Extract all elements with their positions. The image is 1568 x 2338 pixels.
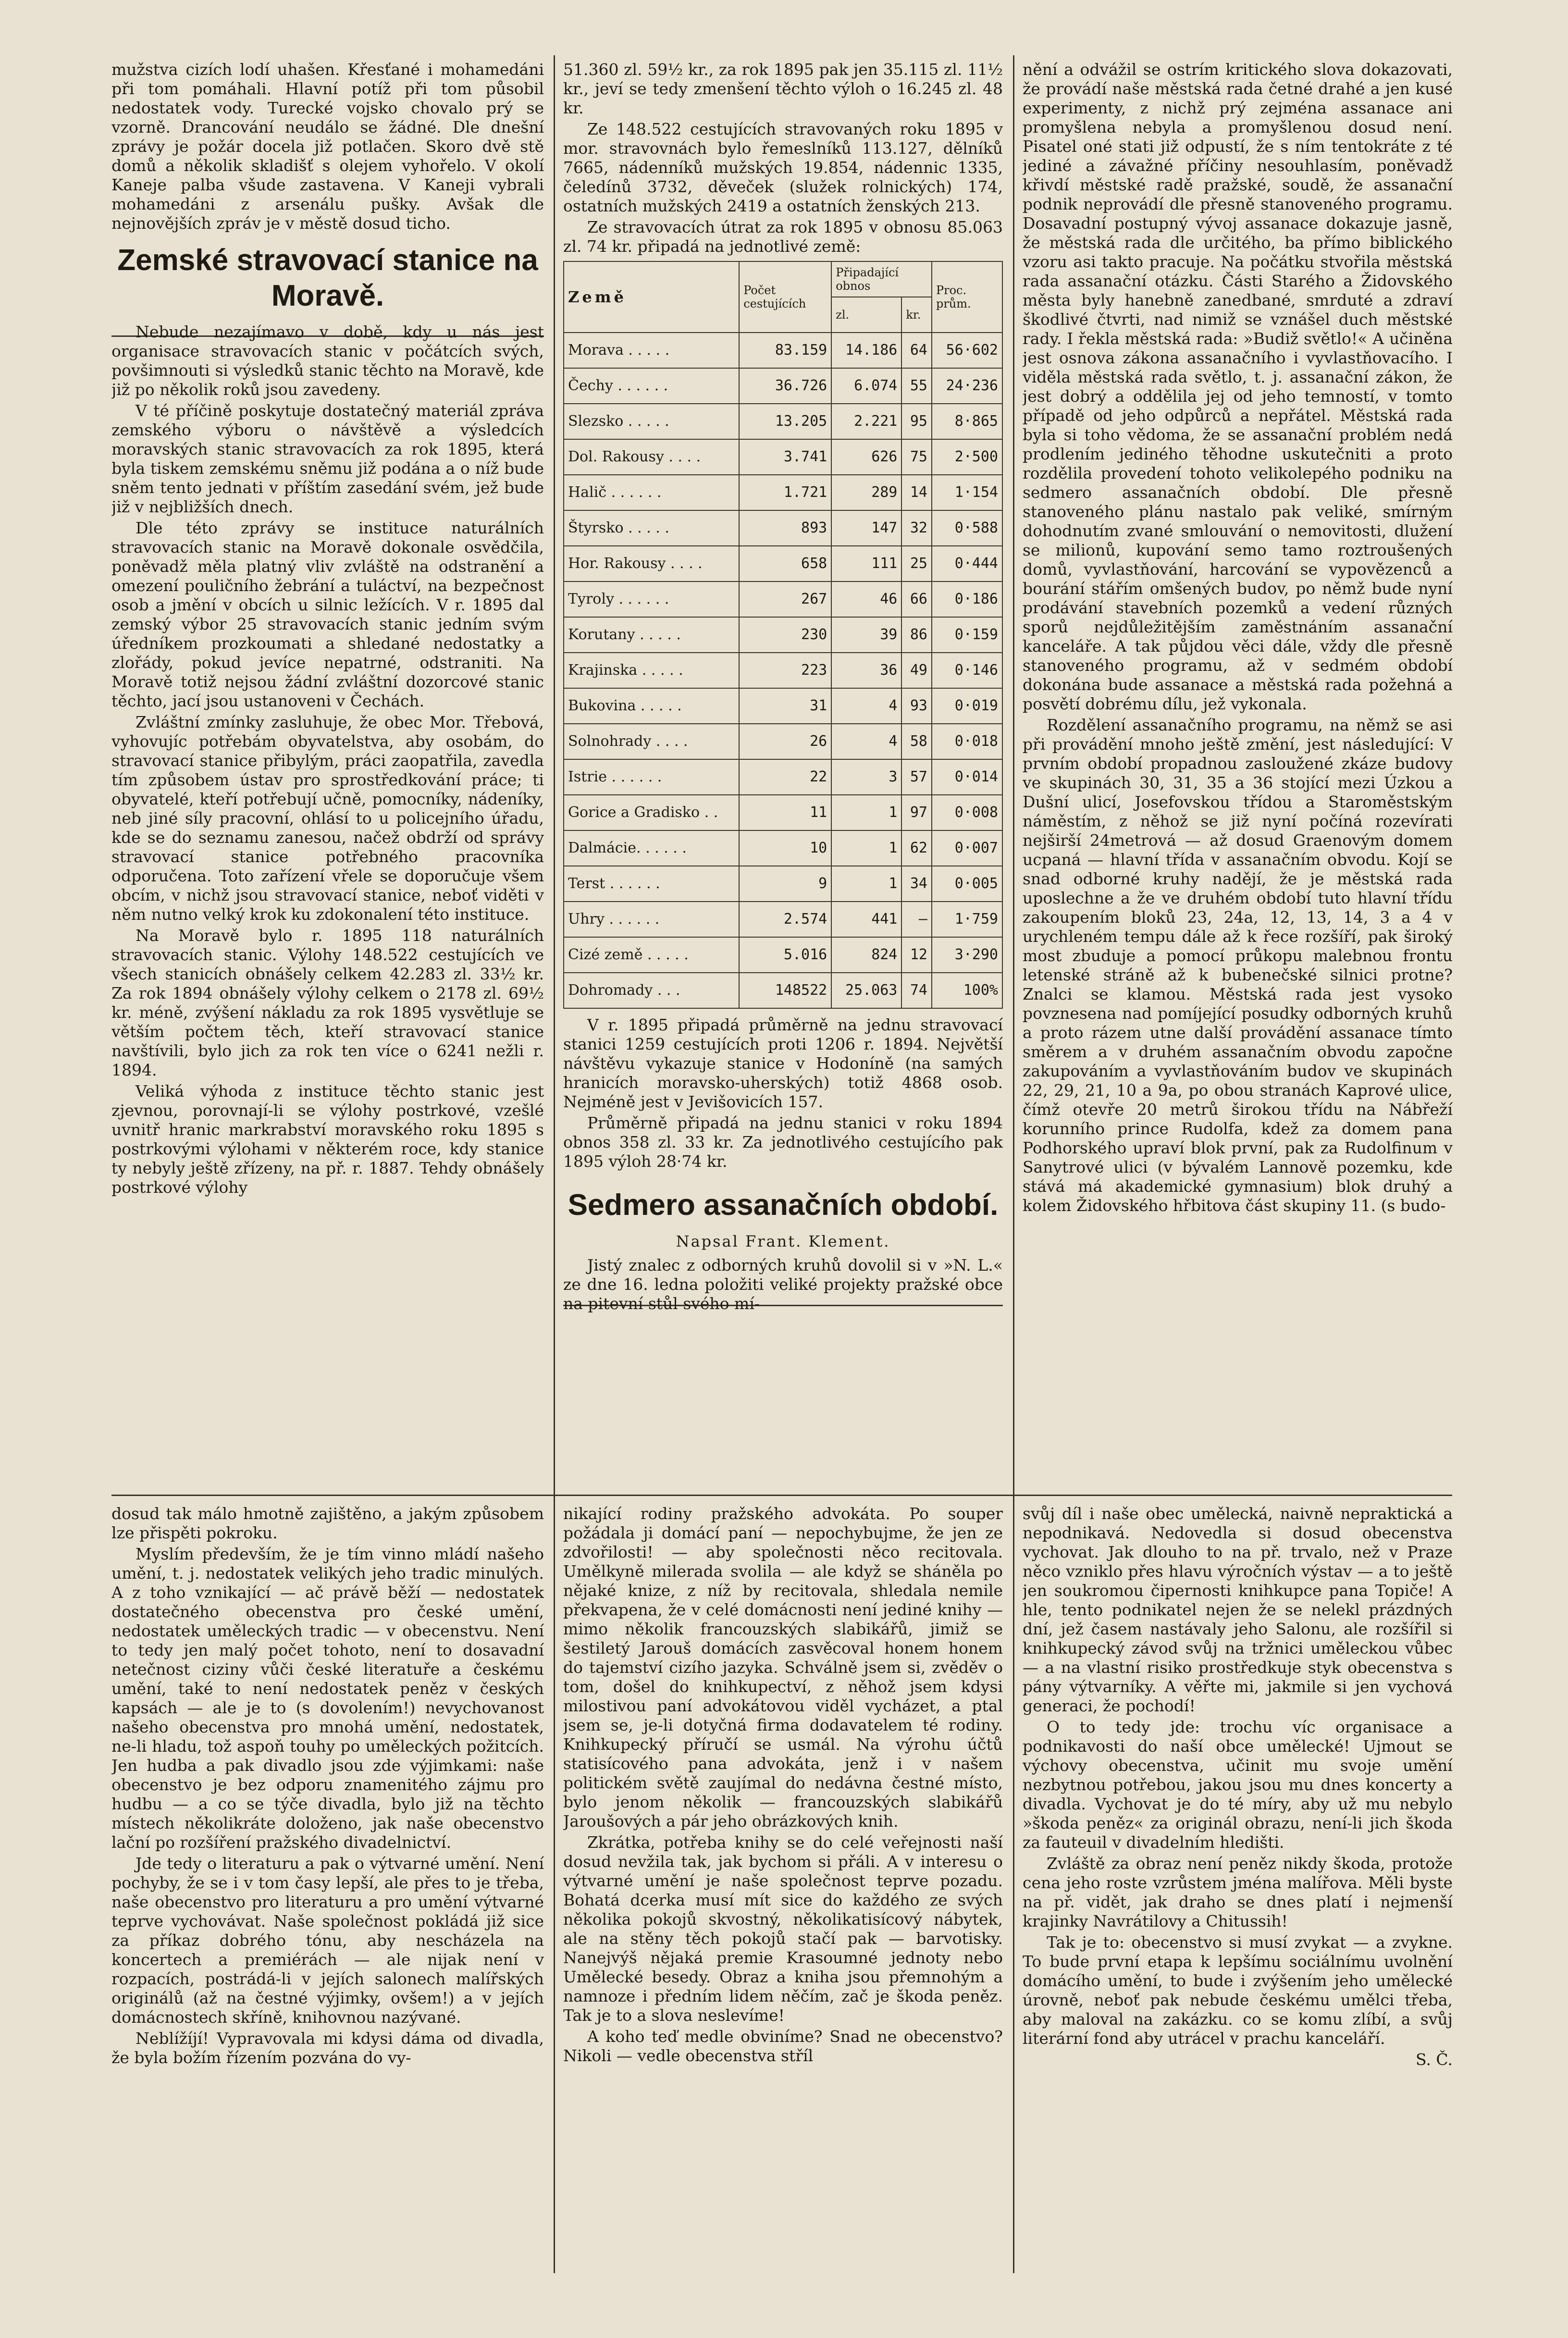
cell-proc: 0·159 [932,617,1002,653]
cell-pocet: 267 [739,581,831,617]
cell-land: Bukovina . . . . . [564,688,739,724]
feuilleton-column-2 [563,1504,1003,2273]
column-1-top [111,60,544,1487]
cell-pocet: 22 [739,759,831,795]
paragraph: A koho teď medle obviníme? Snad ne obecenstvo? Nikoli — vedle obecenstva stříl [563,2027,1003,2065]
cell-zl: 289 [831,475,901,510]
paragraph: Zkrátka, potřeba knihy se do celé veřejnosti naší dosud nevžila tak, jak bychom si přáli. A v interesu o výtvarné umění je naše společnost teprve pozadu. Bohatá dcerka musí mít sice do každého ze svých několika pokojů skvostný, několikatisícový nábytek, ale na stěny těch pokojů stačí pak — barvotisky. Nanejvýš nějaká premie Krasoumné jednoty nebo Umělecké besedy. Obraz a kniha jsou přemnohým a namnoze i předním lidem něčím, zač je škoda peněz. Tak je to a slova neslevíme! [563,1833,1003,2025]
cell-zl: 111 [831,546,901,581]
table-header-row [564,261,1002,297]
column-2-top [563,60,1003,1487]
cell-pocet: 3.741 [739,439,831,475]
table-row [564,581,1002,617]
header-pocet: Počet cestujících [739,261,831,333]
cell-pocet: 5.016 [739,937,831,973]
cell-proc: 0·146 [932,653,1002,688]
cell-kr: 64 [901,333,932,368]
cell-proc: 0·005 [932,866,1002,902]
cell-kr: 55 [901,368,932,404]
cell-proc: 1·154 [932,475,1002,510]
cell-pocet: 83.159 [739,333,831,368]
kaneje-report: mužstva cizích lodí uhašen. Křesťané i mohamedáni při tom pomáhali. Hlavní potíž při tom působil nedostatek vody. Turecké vojsko chovalo prý se vzorně. Drancování neudálo se žádné. Dle dnešní zprávy je požár docela již potlačen. Skoro dvě stě domů a několik skladišť s olejem vyhořelo. V okolí Kaneje palba všude zastavena. V Kaneji vybrali mohamedáni z arsenálu pušky. Avšak dle nejnovějších zpráv je v městě dosud ticho. [111,60,544,233]
cell-land: Štyrsko . . . . . [564,510,739,546]
cell-kr: 75 [901,439,932,475]
table-row [564,759,1002,795]
cell-zl: 824 [831,937,901,973]
paragraph: Na Moravě bylo r. 1895 118 naturálních stravovacích stanic. Výlohy 148.522 cestujících ve všech stanicích obnášely celkem 42.283 zl. 33½ kr. Za rok 1894 obnášely výlohy celkem o 2178 zl. 69½ kr. méně, zvýšení nákladu za rok 1895 vysvětluje se větším počtem těch, kteří stravovací stanice navštívili, bylo jich za rok ten více o 6241 nežli r. 1894. [111,926,544,1079]
cell-proc: 56·602 [932,333,1002,368]
table-row [564,973,1002,1008]
cell-zl: 1 [831,866,901,902]
paragraph: Zvláštní zmínky zasluhuje, že obec Mor. Třebová, vyhovujíc potřebám obyvatelstva, aby osobám, do stravovací stanice přibylým, práci zaopatřila, zavedla tím způsobem ústav pro sprostředkování práce; ti obyvatelé, kteří potřebují učně, pomocníky, nádeníky, neb jiné síly pracovní, ohlásí to u policejního úřadu, kde se do seznamu zanesou, načež obdrží od správy stravovací stanice potřebného pracovníka odporučena. Toto zařízení vřele se doporučuje všem obcím, v nichž jsou stravovací stanice, neboť viděti v něm nutno velký krok ku zdokonalení této instituce. [111,713,544,924]
cell-land: Uhry . . . . . . [564,902,739,937]
table-row [564,404,1002,439]
cell-pocet: 223 [739,653,831,688]
cell-pocet: 230 [739,617,831,653]
paragraph: Tak je to: obecenstvo si musí zvykat — a zvykne. To bude první etapa k lepšímu sociálnímu uvolnění domácího umění, to bude i zvýšením jeho umělecké úrovně, neboť pak nebude českému umělci třeba, aby maloval na zakázku. co se komu zlíbí, a svůj literární fond aby utrácel v prachu kanceláří. [1023,1933,1453,2048]
article-title-sedmero: Sedmero assanačních období. [568,1188,999,1222]
cell-pocet: 9 [739,866,831,902]
paragraph: Jistý znalec z odborných kruhů dovolil si v »N. L.« ze dne 16. ledna položiti veliké projekty pražské obce na pitevní stůl svého mí- [563,1256,1003,1313]
cell-kr: 58 [901,724,932,759]
cell-pocet: 2.574 [739,902,831,937]
cell-proc: 0·186 [932,581,1002,617]
author-signature: S. Č. [1416,2050,1453,2069]
table-row [564,830,1002,866]
cell-proc: 1·759 [932,902,1002,937]
cell-kr: 95 [901,404,932,439]
cell-land: Korutany . . . . . [564,617,739,653]
cell-zl: 2.221 [831,404,901,439]
table-row [564,866,1002,902]
cell-pocet: 31 [739,688,831,724]
table-row [564,368,1002,404]
cell-land: Cizé země . . . . . [564,937,739,973]
cell-kr: 62 [901,830,932,866]
cell-land: Slezsko . . . . . [564,404,739,439]
cell-zl: 25.063 [831,973,901,1008]
cell-zl: 4 [831,724,901,759]
cell-kr: 12 [901,937,932,973]
cell-zl: 3 [831,759,901,795]
table-row [564,688,1002,724]
cell-kr: 49 [901,653,932,688]
article-title-zemske: Zemské stravovací stanice na Moravě. [117,244,538,312]
table-row [564,475,1002,510]
cell-proc: 0·008 [932,795,1002,830]
table-row [564,617,1002,653]
cell-land: Dol. Rakousy . . . . [564,439,739,475]
paragraph: Dle této zprávy se instituce naturálních stravovacích stanic na Moravě dokonale osvědčila, poněvadž měla platný vliv zvláště na odstranění a omezení pouličního žebrání a tuláctví, na bezpečnost osob a jmění v obcích u silnic ležících. V r. 1895 dal zemský výbor 25 stravovacích stanic jedním svým úředníkem prozkoumati a shledané nedostatky a zlořády, pokud jevíce nepatrné, odstraniti. Na Moravě totiž nejsou žádní zvláštní dozorcové stanic těchto, jací jsou ustanoveni v Čechách. [111,519,544,710]
table-row [564,653,1002,688]
cell-pocet: 26 [739,724,831,759]
column-rule-2 [1013,55,1014,2273]
paragraph: V té příčině poskytuje dostatečný materiál zpráva zemského výboru o návštěvě a výsledcích moravských stanic stravovacích za rok 1895, která byla tiskem zemskému sněmu již podána a o níž bude sněm tento jednati v příštím zasedání svém, jež bude již v nejbližších dnech. [111,401,544,516]
paragraph: V r. 1895 připadá průměrně na jednu stravovací stanici 1259 cestujících proti 1206 r. 1894. Největší návštěvu vykazuje stanice v Hodoníně (na samých hranicích moravsko-uherských) totiž 4868 osob. Nejméně jest v Jevišovicích 157. [563,1015,1003,1111]
cell-zl: 1 [831,830,901,866]
paragraph: Ze stravovacích útrat za rok 1895 v obnosu 85.063 zl. 74 kr. připadá na jednotlivé země: [563,218,1003,256]
paragraph: Neblížíjí! Vypravovala mi kdysi dáma od divadla, že byla božím řízením pozvána do vy- [111,2029,544,2067]
cell-proc: 0·444 [932,546,1002,581]
cell-land: Dohromady . . . [564,973,739,1008]
cell-kr: 32 [901,510,932,546]
cell-land: Tyroly . . . . . . [564,581,739,617]
author-line: Napsal Frant. Klement. [676,1232,890,1250]
paragraph: Veliká výhoda z instituce těchto stanic jest zjevnou, porovnají-li se výlohy postrkové, vzešlé uvnitř hranic markrabství moravského roku 1895 s postrkovými výlohami v některém roce, kdy stanice ty nebyly ještě zřízeny, na př. r. 1887. Tehdy obnášely postrkové výlohy [111,1082,544,1197]
cell-kr: 97 [901,795,932,830]
cell-land: Morava . . . . . [564,333,739,368]
cell-proc: 0·014 [932,759,1002,795]
cell-pocet: 11 [739,795,831,830]
paragraph: Zvláště za obraz není peněz nikdy škoda, protože cena jeho roste vzrůstem jména malířova. Měli byste na př. vidět, jak draho se dnes platí i nejmenší krajinky Navrátilovy a Chitussih! [1023,1854,1453,1930]
cell-land: Istrie . . . . . . [564,759,739,795]
cell-land: Hor. Rakousy . . . . [564,546,739,581]
cell-zl: 147 [831,510,901,546]
cell-zl: 441 [831,902,901,937]
cell-kr: 34 [901,866,932,902]
paragraph: O to tedy jde: trochu víc organisace a podnikavosti do naší obce umělecké! Ujmout se výchovy obecenstva, učinit mu svoje umění nezbytnou potřebou, jakou jsou mu dnes koncerty a divadla. Vychovat je do té míry, aby už mu nebylo »škoda peněz« za originál obrazu, není-li jich škoda za fauteuil v divadelním hledišti. [1023,1718,1453,1852]
cell-pocet: 36.726 [739,368,831,404]
paragraph: Průměrně připadá na jednu stanici v roku 1894 obnos 358 zl. 33 kr. Za jednotlivého cestujícího pak 1895 výloh 28·74 kr. [563,1113,1003,1171]
cell-pocet: 13.205 [739,404,831,439]
cell-zl: 4 [831,688,901,724]
feuilleton-column-3 [1023,1504,1453,2273]
table-row [564,724,1002,759]
table-row [564,333,1002,368]
cell-proc: 0·019 [932,688,1002,724]
cell-proc: 2·500 [932,439,1002,475]
header-pripada: Připadající obnos [831,261,932,297]
table-row [564,937,1002,973]
cell-land: Terst . . . . . . [564,866,739,902]
paragraph: nikající rodiny pražského advokáta. Po souper požádala ji domácí paní — nepochybujme, že jen ze zdvořilosti! — aby společnosti něco recitovala. Umělkyně milerada svolila — ale když se sháněla po nějaké knize, z níž by recitovala, shledala nemile překvapena, že v celé domácnosti není jediné knihy — mimo několik francouzských slabikářů, jimiž se šestiletý Jarouš domácích zasvěcoval honem honem do tajemství cizího jazyka. Schválně jsem si, zvěděv o tom, došel do knihkupectví, z něhož jsem kdysi milostivou paní advokátovou viděl vycházet, a ptal jsem se, je-li dotyčná firma dodavatelem té rodiny. Knihkupecký příručí se usmál. Na výrohu účtů statisícového pana advokáta, jenž i v našem politickém světě zaujímal do nedávna čestné místo, bylo jenom několik — francouzských slabikářů Jaroušových a pár jeho obrázkových knih. [563,1504,1003,1831]
cell-pocet: 148522 [739,973,831,1008]
cell-land: Čechy . . . . . . [564,368,739,404]
cell-kr: 93 [901,688,932,724]
header-land: Země [564,261,739,333]
table-row [564,510,1002,546]
cell-proc: 0·018 [932,724,1002,759]
cell-proc: 0·588 [932,510,1002,546]
feuilleton-separator [111,1495,1452,1496]
cell-pocet: 10 [739,830,831,866]
cell-proc: 3·290 [932,937,1002,973]
cell-zl: 6.074 [831,368,901,404]
cell-proc: 24·236 [932,368,1002,404]
cell-zl: 36 [831,653,901,688]
cell-zl: 46 [831,581,901,617]
cell-zl: 1 [831,795,901,830]
paragraph: Ze 148.522 cestujících stravovaných roku 1895 v mor. stravovnách bylo řemeslníků 113.127, dělníků 7665, nádenníků mužských 19.854, nádennic 1335, čeledínů 3732, děveček (služek rolnických) 174, ostatních mužských 2419 a ostatních ženských 213. [563,120,1003,215]
column-rule-1 [554,55,555,2273]
header-proc: Proc. prům. [932,261,1002,333]
paragraph: nění a odvážil se ostrím kritického slova dokazovati, že provádí naše městská rada četné drahé a jen kusé experimenty, z nichž prý zejména assanace ani promyšlena nebyla a promyšlenou dosud není. Pisatel oné stati již odpustí, že s ním tentokráte z té jediné a závažné příčiny nesouhlasím, poněvadž křivdí městské radě pražské, soudě, že assanační podnik neprovádí dle přesně stanoveného programu. Dosavadní postupný vývoj assanace dokazuje jasně, že městská rada dle určitého, ba přímo biblického vzoru asi takto pracuje. Na počátku stvořila městská rada assanační otázku. Části Starého a Židovského města byly hanebně zanedbané, smrduté a zdraví škodlivé čtvrti, nad nimiž se vznášel duch městské rady. I řekla městská rada: »Budiž světlo!« A učiněna jest osnova zákona assanačního i vyvlastňovacího. I viděla městská rada světlo, t. j. assanační zákon, že jest dobrý a oddělila jej od jeho temností, v tomto případě od jeho odpůrců a nepřátel. Městská rada byla si toho vědoma, že se assanační problém nedá prodlením jediného těhodne uskutečniti a proto rozdělila provedení tohoto velikolepého podniku na sedmero assanačních období. Dle přesně stanoveného plánu nastalo pak veliké, smírným dohodnutím zvané smlouvání o nemovitosti, dlužení se milionů, kupování semo tamo roztroušených domů, vyvlastňování, harcování se vypovězenců a bourání stářím omšených budov, po němž bude nyní prodávání stavebních pozemků a vedení různých sporů nejdůležitějším zaměstnáním assanační kanceláře. A tak půjdou věci dále, vždy dle přesně stanoveného programu, až v sedmém období dokonána bude assanace a městská rada požehná a posvětí dobrému dílu, jež vykonala. [1023,60,1453,713]
cell-land: Krajinska . . . . . [564,653,739,688]
feuilleton-column-1 [111,1504,544,2273]
paragraph: dosud tak málo hmotně zajištěno, a jakým způsobem lze přispěti pokroku. [111,1504,544,1542]
cell-zl: 626 [831,439,901,475]
cell-pocet: 893 [739,510,831,546]
paragraph: svůj díl i naše obec umělecká, naivně nepraktická a nepodnikavá. Nedovedla si dosud obecenstva vychovat. Jak dlouho to na př. trvalo, než v Praze něco vzniklo přes hlavu výročních výstav — a to ještě jen soukromou čipernosti knihkupce pana Topiče! A hle, tento podnikatel nejen že se nelekl prázdných dní, jež časem nastávaly jeho Salonu, ale rozšířil si knihkupecký závod svůj na tržnici uměleckou vůbec — a na vlastní risiko prostředkuje styk obecenstva s pány výtvarníky. A věřte mi, jakmile si jen vychová generaci, že pochodí! [1023,1504,1453,1715]
cell-proc: 100% [932,973,1002,1008]
cell-kr: 57 [901,759,932,795]
table-row [564,546,1002,581]
cell-proc: 8·865 [932,404,1002,439]
table-row [564,902,1002,937]
paragraph: 51.360 zl. 59½ kr., za rok 1895 pak jen 35.115 zl. 11½ kr., jeví se tedy zmenšení těchto výloh o 16.245 zl. 48 kr. [563,60,1003,117]
stations-table [563,261,1003,1009]
paragraph: Myslím především, že je tím vinno mládí našeho umění, t. j. nedostatek velikých jeho tradic minulých. A z toho vznikající — ač právě běží — nedostatek dostatečného obecenstva pro české umění, nedostatek uměleckých tradic — v obecenstvu. Není to tedy jen malý počet tohoto, není to dosavadní netečnost ciziny vůči české literatuře a českému umění, také to není nedostatek peněz v českých kapsách — ale je to (s dovolením!) nevychovanost našeho obecenstva pro mnohá umění, nedostatek, ne-li hladu, tož aspoň touhy po uměleckých požitcích. Jen hudba a pak divadlo jsou zde výjimkami: naše obecenstvo je bez odporu znamenitého zájmu pro hudbu — a co se týče divadla, bylo již na těchto místech několikráte doloženo, jak naše obecenstvo lační po rozšíření pražského divadelnictví. [111,1545,544,1852]
cell-kr: 14 [901,475,932,510]
column-3-top [1023,60,1453,1487]
cell-land: Dalmácie. . . . . . [564,830,739,866]
cell-zl: 14.186 [831,333,901,368]
cell-land: Halič . . . . . . [564,475,739,510]
paragraph: Rozdělení assanačního programu, na němž se asi při provádění mnoho ještě změní, jest následující: V prvním období propadnou zasloužené zkáze budovy ve skupinách 30, 31, 35 a 36 stojící mezi Úzkou a Dušní ulicí, Josefovskou třídou a Staroměstským náměstím, z něhož se již nyní počíná rozevírati nejširší 24metrová — až dosud Graenovým domem ucpaná — hlavní třída v assanačním obvodu. Kojí se snad odborné kruhy nadějí, že je městská rada uposlechne a že ve druhém období tuto hlavní třídu zakoupením bloků 23, 24a, 12, 13, 14, 3 a 4 v urychleném tempu dále až k řece rozšíří, pak široký most zbuduje a pomocí průkopu malebnou frontu letenské stráně až k bubenečské silnici protne? Znalci se klamou. Městská rada jest vysoko povznesena nad pomíjející posudky odborných kruhů a proto rázem utne další provádění assanace tímto směrem a v druhém assanačním obvodu započne zakupováním a vyvlastňováním budov ve skupinách 22, 29, 21, 10 a 9a, po obou stranách Kaprové ulice, čímž otevře 20 metrů širokou třídu na Nábřeží korunního prince Rudolfa, kdež za domem pana Podhorského upraví blok první, pak za Rudolfinum v Sanytrové ulici (v bývalém Lannově pozemku, kde stává má akademické gymnasium) blok druhý a kolem Židovského hřbitova část skupiny 11. (s budo- [1023,716,1453,1215]
header-zl: zl. [831,297,901,333]
paragraph: Nebude nezajímavo v době, kdy u nás jest organisace stravovacích stanic v počátcích svých, povšimnouti si výsledků stanic těchto na Moravě, kde již po několik roků jsou zavedeny. [111,322,544,399]
paragraph: Jde tedy o literaturu a pak o výtvarné umění. Není pochyby, že se i v tom časy lepší, ale přes to je třeba, naše obecenstvo pro literaturu a pro umění výtvarné teprve vychovávat. Naše společnost pokládá již sice za příkaz dobrého tónu, aby nescházela na koncertech a premiérách — ale nijak není v rozpacích, postrádá-li v jejích salonech malířských originálů (až na čestné výjimky, ovšem!) a v jejích domácnostech skříně, knihovnou nazývané. [111,1854,544,2027]
header-kr: kr. [901,297,932,333]
table-row [564,439,1002,475]
cell-kr: 86 [901,617,932,653]
cell-proc: 0·007 [932,830,1002,866]
table-row [564,795,1002,830]
cell-kr: 25 [901,546,932,581]
cell-zl: 39 [831,617,901,653]
cell-kr: 74 [901,973,932,1008]
cell-pocet: 658 [739,546,831,581]
cell-land: Solnohrady . . . . [564,724,739,759]
cell-kr: — [901,902,932,937]
cell-land: Gorice a Gradisko . . [564,795,739,830]
cell-pocet: 1.721 [739,475,831,510]
cell-kr: 66 [901,581,932,617]
